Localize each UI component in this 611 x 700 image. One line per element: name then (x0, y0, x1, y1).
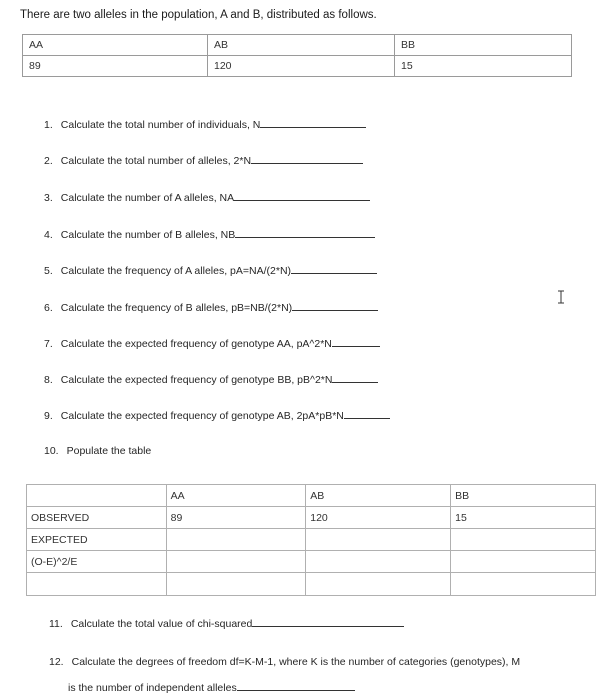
question-5: 5. Calculate the frequency of A alleles, pA=NA/(2*N) (44, 263, 377, 277)
question-8: 8. Calculate the expected frequency of genotype BB, pB^2*N (44, 372, 378, 386)
expected-aa[interactable] (166, 529, 306, 551)
empty-cell (166, 573, 306, 596)
question-12-continued: is the number of independent alleles (68, 680, 355, 694)
answer-blank[interactable] (235, 227, 375, 238)
question-11: 11. Calculate the total value of chi-squared (49, 616, 404, 630)
table-row (27, 485, 596, 507)
observed-aa[interactable]: 89 (166, 507, 306, 529)
answer-blank[interactable] (260, 117, 366, 128)
question-4: 4. Calculate the number of B alleles, NB (44, 227, 375, 241)
observed-bb[interactable]: 15 (451, 507, 596, 529)
text-cursor-icon (557, 290, 565, 307)
chi-bb[interactable] (451, 551, 596, 573)
question-10: 10. Populate the table (44, 445, 152, 457)
table-row (23, 56, 572, 77)
question-6: 6. Calculate the frequency of B alleles, pB=NB/(2*N) (44, 300, 378, 314)
question-3: 3. Calculate the number of A alleles, NA (44, 190, 370, 204)
header-bb: BB (395, 35, 572, 56)
intro-text: There are two alleles in the population, A and B, distributed as follows. (20, 9, 377, 21)
chi-squared-table (26, 484, 596, 596)
answer-blank[interactable] (234, 190, 370, 201)
header-ab: AB (208, 35, 395, 56)
answer-blank[interactable] (251, 153, 363, 164)
answer-blank[interactable] (237, 680, 355, 691)
value-aa: 89 (23, 56, 208, 77)
row-label-observed: OBSERVED (27, 507, 167, 529)
chi-aa[interactable] (166, 551, 306, 573)
chi-ab[interactable] (306, 551, 451, 573)
table-row (27, 507, 596, 529)
row-label-chi: (O-E)^2/E (27, 551, 167, 573)
question-9: 9. Calculate the expected frequency of genotype AB, 2pA*pB*N (44, 408, 390, 422)
empty-cell (306, 573, 451, 596)
answer-blank[interactable] (332, 336, 380, 347)
value-ab: 120 (208, 56, 395, 77)
answer-blank[interactable] (292, 300, 378, 311)
population-table (22, 34, 572, 77)
table-row (27, 573, 596, 596)
question-2: 2. Calculate the total number of alleles, 2*N (44, 153, 363, 167)
question-7: 7. Calculate the expected frequency of genotype AA, pA^2*N (44, 336, 380, 350)
question-1: 1. Calculate the total number of individuals, N (44, 117, 366, 131)
question-12: 12. Calculate the degrees of freedom df=K-M-1, where K is the number of categories (genotypes), M (49, 656, 521, 668)
answer-blank[interactable] (291, 263, 377, 274)
header-ab: AB (306, 485, 451, 507)
row-label-expected: EXPECTED (27, 529, 167, 551)
table-row (27, 529, 596, 551)
header-aa: AA (166, 485, 306, 507)
empty-cell (451, 573, 596, 596)
answer-blank[interactable] (252, 616, 404, 627)
expected-ab[interactable] (306, 529, 451, 551)
empty-cell (27, 573, 167, 596)
header-bb: BB (451, 485, 596, 507)
answer-blank[interactable] (332, 372, 378, 383)
observed-ab[interactable]: 120 (306, 507, 451, 529)
value-bb: 15 (395, 56, 572, 77)
header-empty (27, 485, 167, 507)
header-aa: AA (23, 35, 208, 56)
table-row (27, 551, 596, 573)
answer-blank[interactable] (344, 408, 390, 419)
table-row (23, 35, 572, 56)
expected-bb[interactable] (451, 529, 596, 551)
